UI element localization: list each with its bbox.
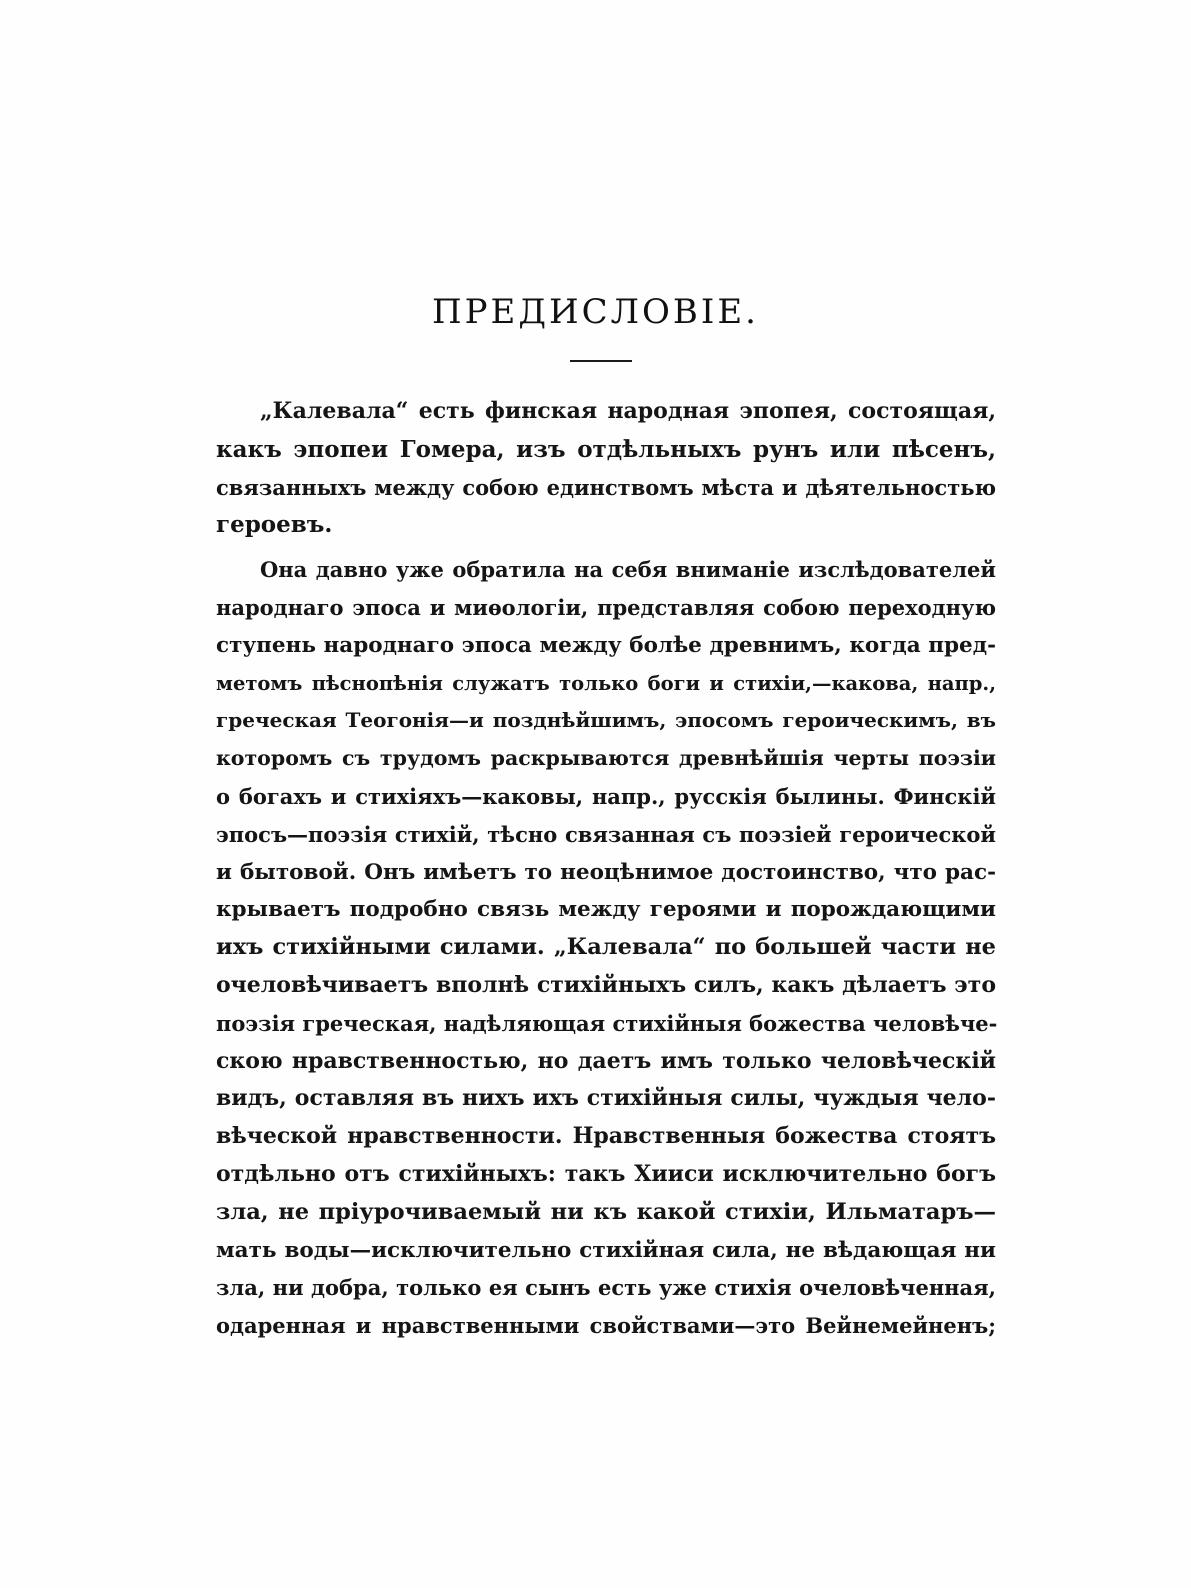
- text-line: которомъ съ трудомъ раскрываются древнѣйшія черты поэзіи: [216, 746, 996, 771]
- text-line: отдѣльно отъ стихійныхъ: такъ Хииси исключительно богъ: [216, 1160, 996, 1187]
- text-line: вѣческой нравственности. Нравственныя божества стоятъ: [216, 1123, 996, 1150]
- text-line: зла, не пріурочиваемый ни къ какой стихіи, Ильматаръ—: [216, 1198, 996, 1225]
- title-underline-rule: [570, 360, 632, 362]
- paragraph: [216, 551, 996, 1345]
- text-line: эпосъ—поэзія стихій, тѣсно связанная съ поэзіей героической: [216, 821, 996, 847]
- text-line: видъ, оставляя въ нихъ ихъ стихійныя силы, чуждыя чело-: [216, 1085, 996, 1112]
- text-line: связанныхъ между собою единствомъ мѣста и дѣятельностью: [216, 474, 996, 500]
- text-line: зла, ни добра, только ея сынъ есть уже стихія очеловѣченная,: [216, 1275, 996, 1301]
- text-line: скою нравственностью, но даетъ имъ только человѣческій: [216, 1047, 996, 1074]
- body-text: [216, 393, 996, 1345]
- text-line: какъ эпопеи Гомера, изъ отдѣльныхъ рунъ или пѣсенъ,: [216, 435, 996, 463]
- text-line: о богахъ и стихіяхъ—каковы, напр., русскія былины. Финскій: [216, 783, 996, 809]
- text-line: поэзія греческая, надѣляющая стихійныя божества человѣче-: [216, 1010, 998, 1036]
- text-line: Она давно уже обратила на себя вниманіе изслѣдователей: [260, 557, 996, 583]
- text-line: ихъ стихійными силами. „Калевала“ по большей части не: [216, 934, 996, 961]
- text-line: мать воды—исключительно стихійная сила, не вѣдающая ни: [216, 1237, 996, 1263]
- text-line: греческая Теогонія—и позднѣйшимъ, эпосомъ героическимъ, въ: [216, 708, 996, 733]
- text-line: одаренная и нравственными свойствами—это Вейнемейненъ;: [216, 1313, 996, 1339]
- text-line: крываетъ подробно связь между героями и порождающими: [216, 897, 996, 923]
- text-line: метомъ пѣснопѣнія служатъ только боги и стихіи,—какова, напр.,: [216, 671, 996, 695]
- text-line: народнаго эпоса и миѳологіи, представляя собою переходную: [216, 594, 996, 620]
- paragraph: [216, 393, 996, 544]
- text-line: героевъ.: [216, 511, 333, 539]
- text-line: „Калевала“ есть финская народная эпопея, состоящая,: [260, 398, 996, 424]
- paragraph-gap: [216, 544, 996, 551]
- text-line: и бытовой. Онъ имѣетъ то неоцѣнимое достоинство, что рас-: [216, 859, 996, 885]
- page-title: ПРЕДИСЛОВІЕ.: [432, 292, 759, 332]
- text-line: ступень народнаго эпоса между болѣе древнимъ, когда пред-: [216, 632, 996, 658]
- text-line: очеловѣчиваетъ вполнѣ стихійныхъ силъ, какъ дѣлаетъ это: [216, 971, 996, 998]
